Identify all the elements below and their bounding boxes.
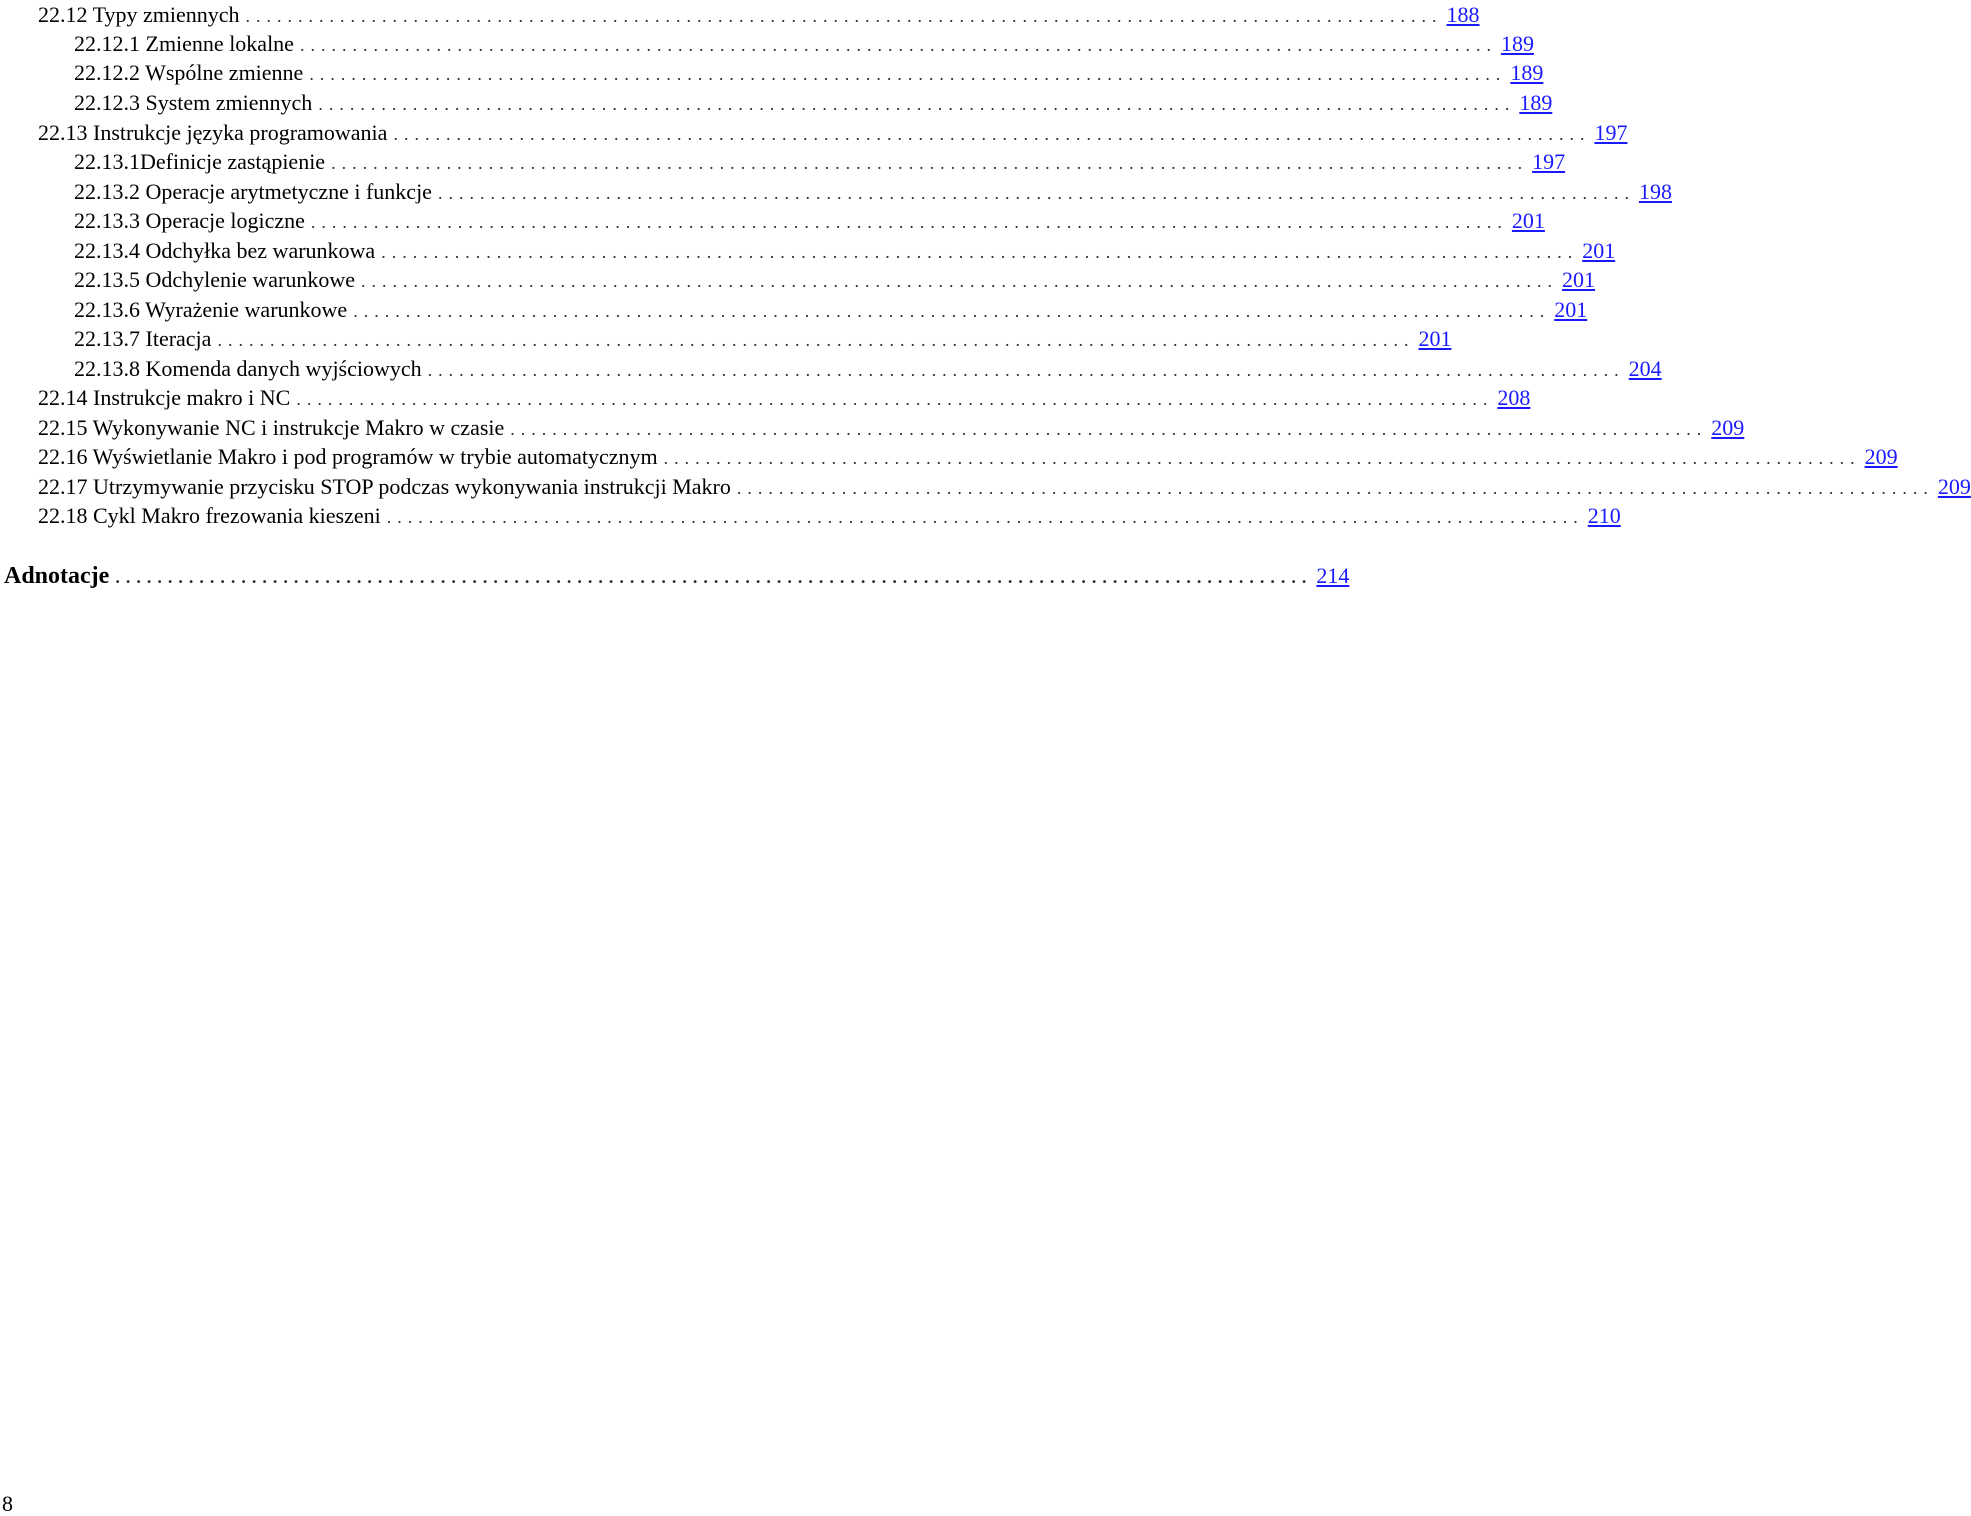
- toc-page-link[interactable]: 188: [1446, 2, 1480, 27]
- toc-page-link[interactable]: 189: [1510, 60, 1544, 85]
- toc-page-link[interactable]: 198: [1638, 179, 1672, 204]
- toc-entry[interactable]: [74, 29, 1534, 59]
- toc-entry[interactable]: [38, 442, 1898, 472]
- toc-entry[interactable]: [38, 501, 1621, 531]
- toc-leader-dots: ..................................................................................................................: [296, 389, 1494, 409]
- toc-leader-dots: ..................................................................................................................: [510, 419, 1708, 439]
- toc-page-link[interactable]: 197: [1594, 120, 1628, 145]
- toc-page-link[interactable]: 197: [1532, 149, 1566, 174]
- toc-page-link[interactable]: 209: [1937, 474, 1971, 499]
- toc-entry-title: 22.13.2 Operacje arytmetyczne i funkcje: [74, 179, 432, 204]
- toc-leader-dots: ..................................................................................................................: [361, 271, 1559, 291]
- toc-leader-dots: ..................................................................................................................: [331, 153, 1529, 173]
- toc-entry-title: 22.15 Wykonywanie NC i instrukcje Makro w czasie: [38, 415, 505, 440]
- toc-entry-title: 22.12.2 Wspólne zmienne: [74, 60, 304, 85]
- toc-leader-dots: ..................................................................................................................: [736, 478, 1934, 498]
- toc-entry-title: 22.16 Wyświetlanie Makro i pod programów w trybie automatycznym: [38, 444, 658, 469]
- toc-entry[interactable]: [38, 472, 1971, 502]
- toc-entry-title: 22.12.1 Zmienne lokalne: [74, 31, 294, 56]
- toc-leader-dots: ..................................................................................................................: [381, 242, 1579, 262]
- toc-leader-dots: ..................................................................................................................: [309, 64, 1507, 84]
- toc-page-link[interactable]: 204: [1628, 356, 1662, 381]
- toc-page-link[interactable]: 210: [1587, 503, 1621, 528]
- toc-leader-dots: ..................................................................................................................: [437, 183, 1635, 203]
- toc-page-link[interactable]: 208: [1497, 385, 1531, 410]
- toc-entry-title: 22.13 Instrukcje języka programowania: [38, 120, 388, 145]
- toc-page-link[interactable]: 189: [1519, 90, 1553, 115]
- toc-leader-dots: ..................................................................................................................: [386, 507, 1584, 527]
- toc-entry[interactable]: [74, 206, 1545, 236]
- toc-page-link[interactable]: 209: [1864, 444, 1898, 469]
- toc-entry-title: 22.13.3 Operacje logiczne: [74, 208, 305, 233]
- toc-leader-dots: ..................................................................................................................: [115, 567, 1313, 587]
- toc-entry-title: 22.12 Typy zmiennych: [38, 2, 240, 27]
- toc-leader-dots: ..................................................................................................................: [318, 94, 1516, 114]
- toc-page-link[interactable]: 201: [1511, 208, 1545, 233]
- toc-entry[interactable]: [74, 236, 1616, 266]
- toc-entry-title: 22.12.3 System zmiennych: [74, 90, 313, 115]
- toc-entry[interactable]: [74, 324, 1452, 354]
- toc-page-link[interactable]: 189: [1500, 31, 1534, 56]
- toc-entry[interactable]: [38, 118, 1628, 148]
- toc-entry-title: Adnotacje: [4, 563, 110, 589]
- toc-entry[interactable]: [38, 383, 1531, 413]
- toc-page-link[interactable]: 201: [1562, 267, 1596, 292]
- toc-entry[interactable]: [74, 295, 1588, 325]
- toc-entry-title: 22.13.1Definicje zastąpienie: [74, 149, 326, 174]
- toc-leader-dots: ..................................................................................................................: [393, 124, 1591, 144]
- toc-leader-dots: ..................................................................................................................: [299, 35, 1497, 55]
- toc-entry-title: 22.14 Instrukcje makro i NC: [38, 385, 291, 410]
- toc-entry-title: 22.18 Cykl Makro frezowania kieszeni: [38, 503, 381, 528]
- toc-entry[interactable]: [74, 147, 1566, 177]
- toc-entry[interactable]: [74, 88, 1553, 118]
- toc-leader-dots: ..................................................................................................................: [310, 212, 1508, 232]
- toc-entry-title: 22.13.5 Odchylenie warunkowe: [74, 267, 356, 292]
- toc-page-link[interactable]: 214: [1316, 563, 1350, 588]
- toc-entry[interactable]: [38, 0, 1480, 30]
- toc-entry-title: 22.13.6 Wyrażenie warunkowe: [74, 297, 348, 322]
- toc-leader-dots: ..................................................................................................................: [663, 448, 1861, 468]
- toc-entry[interactable]: [74, 58, 1544, 88]
- toc-entry[interactable]: [74, 177, 1672, 207]
- toc-page-link[interactable]: 201: [1554, 297, 1588, 322]
- toc-entry-title: 22.13.7 Iteracja: [74, 326, 212, 351]
- toc-entry-title: 22.13.8 Komenda danych wyjściowych: [74, 356, 422, 381]
- toc-entry[interactable]: [74, 354, 1662, 384]
- toc-page-link[interactable]: 209: [1711, 415, 1745, 440]
- toc-entry[interactable]: [74, 265, 1596, 295]
- toc-entry[interactable]: [38, 413, 1745, 443]
- toc-entry-chapter[interactable]: [4, 561, 1350, 591]
- toc-leader-dots: ..................................................................................................................: [245, 6, 1443, 26]
- toc-leader-dots: ..................................................................................................................: [427, 360, 1625, 380]
- toc-page-link[interactable]: 201: [1582, 238, 1616, 263]
- page-number: 8: [2, 1491, 13, 1516]
- toc-entry-title: 22.13.4 Odchyłka bez warunkowa: [74, 238, 376, 263]
- toc-entry-title: 22.17 Utrzymywanie przycisku STOP podczas wykonywania instrukcji Makro: [38, 474, 731, 499]
- toc-page-link[interactable]: 201: [1418, 326, 1452, 351]
- toc-leader-dots: ..................................................................................................................: [217, 330, 1415, 350]
- toc-leader-dots: ..................................................................................................................: [353, 301, 1551, 321]
